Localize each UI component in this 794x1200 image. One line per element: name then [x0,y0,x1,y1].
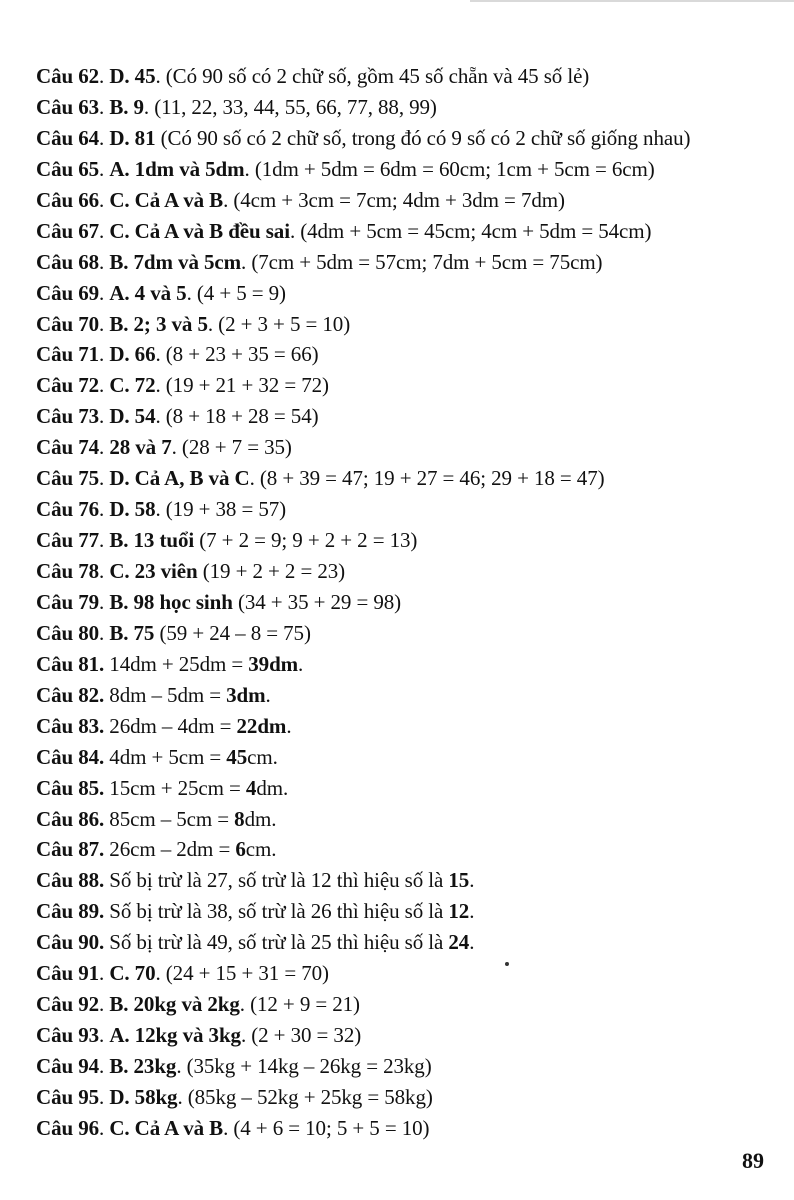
answer-text: . (24 + 15 + 31 = 70) [155,961,329,986]
print-speck [505,962,509,966]
answer-list [36,61,776,1144]
answer-highlight: 12 [448,899,470,924]
answer-line [36,92,776,123]
answer-highlight: D. 58 [109,497,156,522]
answer-text: . (11, 22, 33, 44, 55, 66, 77, 88, 99) [143,94,437,119]
question-label: Câu 70 [36,311,99,336]
answer-highlight: D. 81 [109,125,156,150]
answer-text: dm. [256,775,289,800]
question-label: Câu 71 [36,342,99,367]
answer-text: . [265,682,271,707]
answer-line [36,896,776,927]
answer-line [36,401,776,432]
answer-text: . (4cm + 3cm = 7cm; 4dm + 3dm = 7dm) [223,187,565,212]
answer-text: . [99,1023,110,1048]
answer-text: (59 + 24 – 8 = 75) [154,620,311,645]
answer-line [36,587,776,618]
answer-text: 4dm + 5cm = [104,744,227,769]
answer-highlight: 39dm [248,651,299,676]
answer-line [36,989,776,1020]
answer-text: . (1dm + 5dm = 6dm = 60cm; 1cm + 5cm = 6cm) [244,156,655,181]
answer-highlight: 24 [448,930,470,955]
answer-line [36,804,776,835]
question-label: Câu 92 [36,992,99,1017]
answer-highlight: C. 72 [109,373,156,398]
answer-text: . [99,961,110,986]
answer-text: . [99,125,110,150]
question-label: Câu 87. [36,837,105,862]
answer-highlight: B. 75 [109,620,155,645]
answer-text: . (35kg + 14kg – 26kg = 23kg) [176,1054,432,1078]
answer-line [36,618,776,649]
answer-text: . (4 + 5 = 9) [186,280,286,305]
answer-text: . [99,1115,110,1140]
answer-text: . (4 + 6 = 10; 5 + 5 = 10) [223,1115,430,1140]
answer-line [36,154,776,185]
answer-highlight: B. 9 [109,94,144,119]
answer-text: 26cm – 2dm = [104,837,236,862]
answer-line [36,216,776,247]
answer-highlight: D. 45 [109,64,156,88]
answer-highlight: 8 [234,806,245,831]
answer-text: dm. [244,806,277,831]
question-label: Câu 66 [36,187,99,212]
question-label: Câu 75 [36,466,99,491]
answer-highlight: B. 23kg [109,1054,177,1078]
answer-text: (19 + 2 + 2 = 23) [197,559,346,583]
answer-text: 15cm + 25cm = [104,775,246,800]
answer-line [36,649,776,680]
answer-highlight: B. 2; 3 và 5 [109,311,208,336]
question-label: Câu 64 [36,125,99,150]
answer-text: . [99,1084,110,1109]
question-label: Câu 80 [36,620,99,645]
answer-text: . (19 + 21 + 32 = 72) [155,373,329,398]
answer-text: . [99,373,110,398]
answer-line [36,958,776,989]
answer-text: . [298,651,304,676]
answer-line [36,370,776,401]
answer-line [36,680,776,711]
answer-line [36,309,776,340]
answer-text: 85cm – 5cm = [104,806,235,831]
answer-text: . (8 + 18 + 28 = 54) [155,404,319,429]
answer-highlight: D. Cả A, B và C [109,466,250,491]
answer-line [36,185,776,216]
answer-line [36,711,776,742]
answer-highlight: C. Cả A và B [109,1115,224,1140]
answer-text: (Có 90 số có 2 chữ số, trong đó có 9 số có 2 chữ số giống nhau) [155,125,691,150]
answer-text: . (12 + 9 = 21) [239,992,360,1017]
answer-line [36,834,776,865]
question-label: Câu 89. [36,899,105,924]
answer-highlight: B. 7dm và 5cm [109,249,242,274]
answer-text: . [99,466,110,491]
answer-highlight: B. 13 tuổi [109,528,195,553]
answer-highlight: 6 [235,837,246,862]
answer-line [36,123,776,154]
answer-line [36,525,776,556]
page-number: 89 [742,1148,764,1173]
answer-text: Số bị trừ là 38, số trừ là 26 thì hiệu số là [104,899,449,924]
answer-text: . [469,899,475,924]
answer-highlight: C. Cả A và B [109,187,224,212]
answer-text: . [469,868,475,893]
answer-line [36,742,776,773]
answer-highlight: B. 98 học sinh [109,589,233,614]
answer-line [36,773,776,804]
answer-text: . [99,497,110,522]
answer-line [36,494,776,525]
answer-highlight: C. 23 viên [109,559,198,583]
answer-text: . [99,94,110,119]
answer-line [36,247,776,278]
question-label: Câu 74 [36,435,99,460]
question-label: Câu 65 [36,156,99,181]
question-label: Câu 76 [36,497,99,522]
answer-text: . (8 + 39 = 47; 19 + 27 = 46; 29 + 18 = 47) [249,466,605,491]
question-label: Câu 77 [36,528,99,553]
answer-line [36,463,776,494]
top-edge-rule [470,0,794,2]
question-label: Câu 86. [36,806,105,831]
question-label: Câu 68 [36,249,99,274]
question-label: Câu 81. [36,651,105,676]
answer-line [36,556,776,587]
answer-text: 8dm – 5dm = [104,682,227,707]
answer-text: . (Có 90 số có 2 chữ số, gồm 45 số chẵn và 45 số lẻ) [155,64,590,88]
answer-line [36,1051,776,1082]
answer-text: . [286,713,292,738]
answer-text: . [99,435,110,460]
answer-text: Số bị trừ là 27, số trừ là 12 thì hiệu số là [104,868,449,893]
answer-line [36,1082,776,1113]
answer-text: . [99,280,110,305]
answer-highlight: 3dm [226,682,266,707]
answer-text: . (19 + 38 = 57) [155,497,287,522]
answer-text: . (2 + 30 = 32) [240,1023,362,1048]
answer-text: . (7cm + 5dm = 57cm; 7dm + 5cm = 75cm) [241,249,603,274]
answer-line [36,61,776,92]
answer-highlight: D. 54 [109,404,156,429]
answer-line [36,278,776,309]
answer-text: 14dm + 25dm = [104,651,249,676]
answer-text: . [99,156,110,181]
answer-text: (34 + 35 + 29 = 98) [232,589,402,614]
question-label: Câu 69 [36,280,99,305]
question-label: Câu 84. [36,744,105,769]
answer-text: cm. [245,837,277,862]
answer-highlight: 22dm [236,713,287,738]
answer-text: . [99,620,110,645]
answer-line [36,865,776,896]
answer-line [36,432,776,463]
answer-text: . [99,342,110,367]
answer-highlight: A. 1dm và 5dm [109,156,245,181]
question-label: Câu 79 [36,589,99,614]
answer-text: . [99,404,110,429]
answer-text: . [99,218,110,243]
answer-text: . [99,559,110,583]
answer-text: . (28 + 7 = 35) [171,435,292,460]
answer-text: . (85kg – 52kg + 25kg = 58kg) [177,1084,433,1109]
question-label: Câu 85. [36,775,105,800]
answer-text: . [99,187,110,212]
question-label: Câu 73 [36,404,99,429]
question-label: Câu 93 [36,1023,99,1048]
answer-highlight: C. 70 [109,961,156,986]
answer-text: . [469,930,475,955]
answer-text: cm. [247,744,278,769]
answer-text: . [99,311,110,336]
answer-text: . [99,528,110,553]
answer-text: . [99,992,110,1017]
answer-text: . [99,1054,110,1078]
answer-text: (7 + 2 = 9; 9 + 2 + 2 = 13) [194,528,418,553]
answer-highlight: 15 [448,868,470,893]
question-label: Câu 67 [36,218,99,243]
answer-text: . (4dm + 5cm = 45cm; 4cm + 5dm = 54cm) [289,218,652,243]
question-label: Câu 91 [36,961,99,986]
answer-text: . [99,64,110,88]
question-label: Câu 82. [36,682,105,707]
answer-text: Số bị trừ là 49, số trừ là 25 thì hiệu số là [104,930,449,955]
question-label: Câu 63 [36,94,99,119]
answer-line [36,1020,776,1051]
answer-line [36,927,776,958]
answer-highlight: D. 58kg [109,1084,178,1109]
answer-text: . [99,589,110,614]
answer-highlight: B. 20kg và 2kg [109,992,240,1017]
answer-highlight: 4 [245,775,257,800]
question-label: Câu 83. [36,713,105,738]
question-label: Câu 72 [36,373,99,398]
answer-line [36,1113,776,1144]
question-label: Câu 95 [36,1084,99,1109]
answer-highlight: A. 12kg và 3kg [109,1023,241,1048]
answer-text: . (2 + 3 + 5 = 10) [207,311,351,336]
answer-line [36,339,776,370]
question-label: Câu 96 [36,1115,99,1140]
question-label: Câu 78 [36,559,99,583]
answer-highlight: C. Cả A và B đều sai [109,218,290,243]
answer-highlight: A. 4 và 5 [109,280,187,305]
answer-highlight: 28 và 7 [109,435,172,460]
answer-text: 26dm – 4dm = [104,713,237,738]
answer-highlight: 45 [226,744,248,769]
answer-text: . [99,249,110,274]
question-label: Câu 62 [36,64,99,88]
question-label: Câu 94 [36,1054,99,1078]
answer-text: . (8 + 23 + 35 = 66) [155,342,319,367]
question-label: Câu 90. [36,930,105,955]
question-label: Câu 88. [36,868,105,893]
answer-highlight: D. 66 [109,342,156,367]
